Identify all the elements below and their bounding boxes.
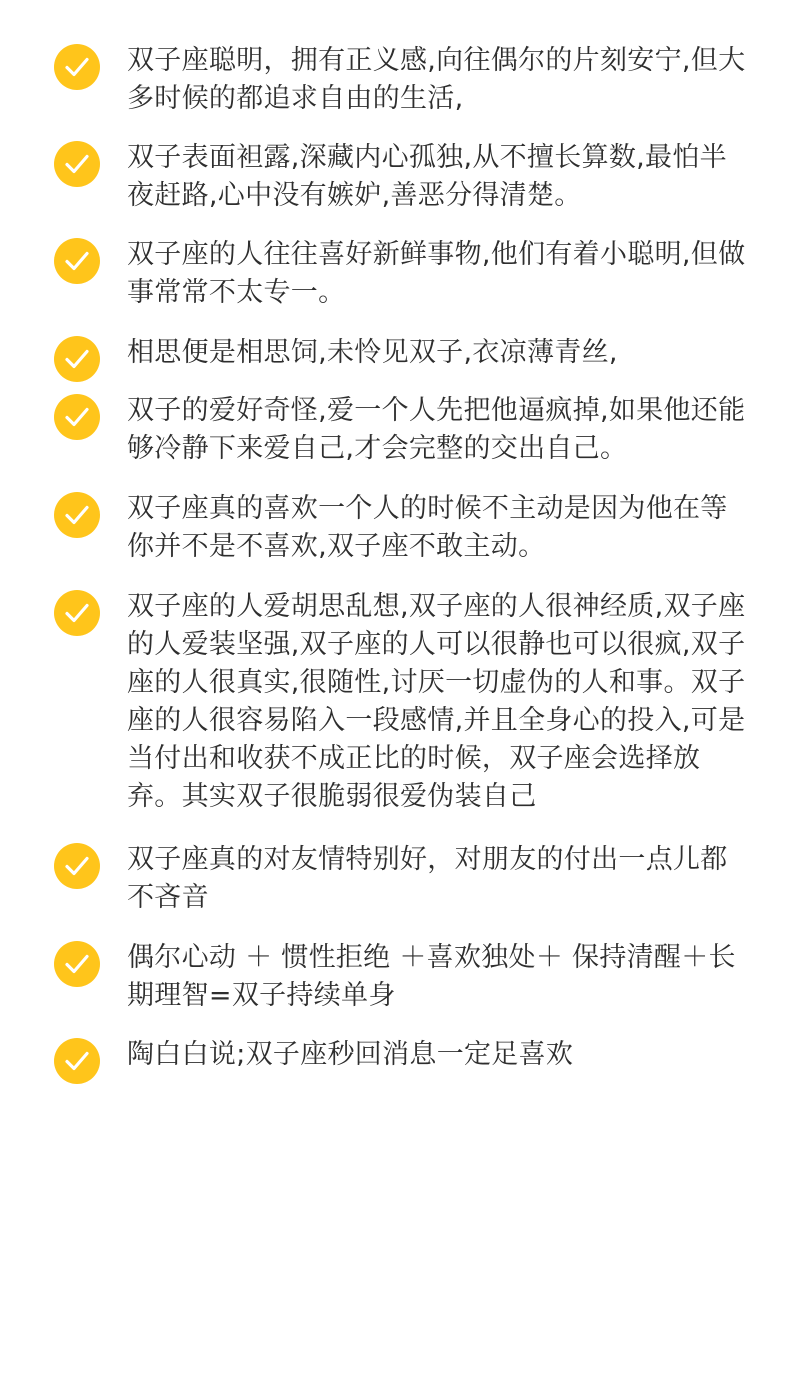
check-circle-icon xyxy=(54,238,100,284)
check-circle-icon xyxy=(54,492,100,538)
list-item-text: 双子座的人爱胡思乱想,双子座的人很神经质,双子座的人爱装坚强,双子座的人可以很静也可以很疯,双子座的人很真实,很随性,讨厌一切虚伪的人和事。双子座的人很容易陷入一段感情,并且全身心的投入,可是当付出和收获不成正比的时候，双子座会选择放弃。其实双子很脆弱很爱伪装自己 xyxy=(127,591,746,812)
list-item-text: 相思便是相思饲,未怜见双子,衣凉薄青丝, xyxy=(127,337,618,368)
list-item-text: 双子表面袒露,深藏内心孤独,从不擅长算数,最怕半夜赶路,心中没有嫉妒,善恶分得清楚。 xyxy=(127,142,727,211)
list-item-text: 偶尔心动 ＋ 惯性拒绝 ＋喜欢独处＋ 保持清醒＋长期理智=双子持续单身 xyxy=(127,942,736,1011)
list-item-text: 双子座的人往往喜好新鲜事物,他们有着小聪明,但做事常常不太专一。 xyxy=(127,239,746,308)
check-circle-icon xyxy=(54,336,100,382)
list-item-text: 双子座聪明，拥有正义感,向往偶尔的片刻安宁,但大多时候的都追求自由的生活, xyxy=(127,45,746,114)
list-item-text: 陶白白说;双子座秒回消息一定足喜欢 xyxy=(127,1039,574,1070)
check-circle-icon xyxy=(54,44,100,90)
list-item-text: 双子座真的对友情特别好，对朋友的付出一点儿都不吝音 xyxy=(127,844,728,913)
check-circle-icon xyxy=(54,590,100,636)
cropped-previous-line xyxy=(128,0,428,10)
check-circle-icon xyxy=(54,1038,100,1084)
list-item-text: 双子座真的喜欢一个人的时候不主动是因为他在等你并不是不喜欢,双子座不敢主动。 xyxy=(127,493,728,562)
check-circle-icon xyxy=(54,141,100,187)
check-circle-icon xyxy=(54,394,100,440)
check-circle-icon xyxy=(54,843,100,889)
list-item-text: 双子的爱好奇怪,爱一个人先把他逼疯掉,如果他还能够冷静下来爱自己,才会完整的交出自己。 xyxy=(127,395,746,464)
check-circle-icon xyxy=(54,941,100,987)
